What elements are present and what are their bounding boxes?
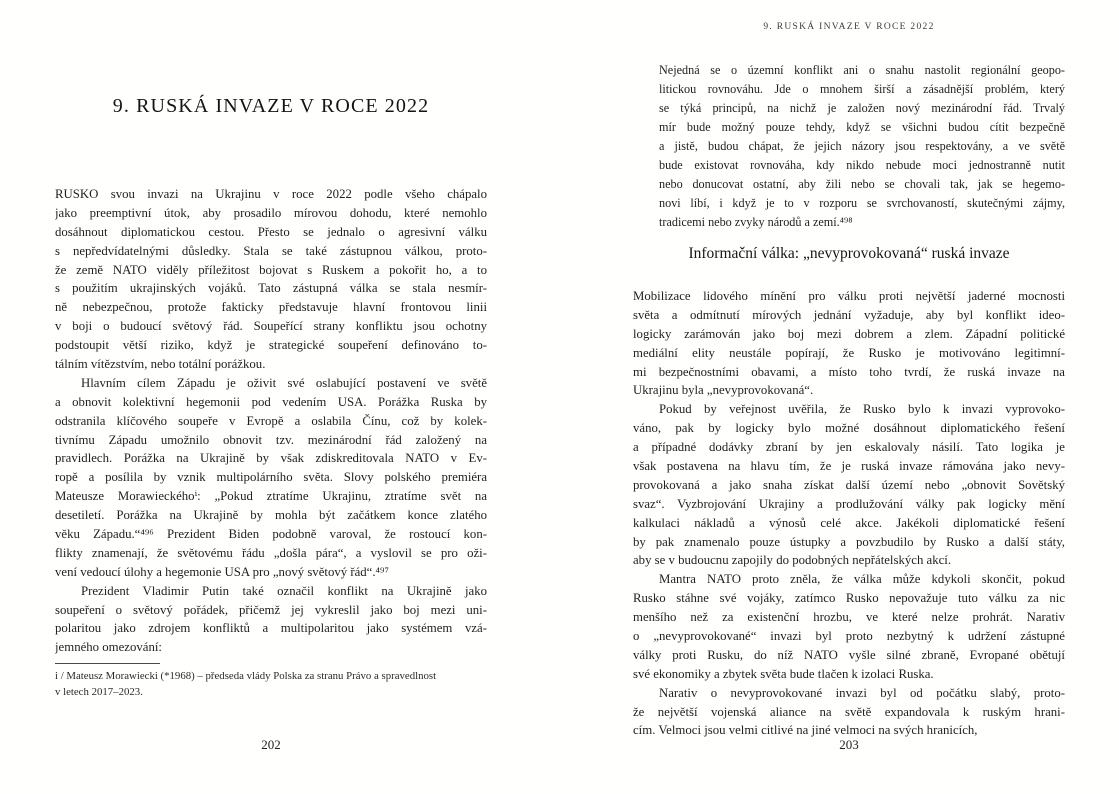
text-line: litickou rovnováhu. Jde o mnohem širší a zásadnější problém, který [659, 82, 1065, 96]
paragraph [55, 185, 487, 374]
text-line: jemného omezování: [55, 640, 162, 655]
footnote-line: i / Mateusz Morawiecki (*1968) – předseda vlády Polska za stranu Právo a spravedlnost [55, 670, 437, 682]
text-line: a obnovit kolektivní hegemonii pod vedením USA. Porážka Ruska by [55, 394, 487, 409]
paragraph [633, 570, 1065, 683]
text-line: logicky zarámován jako boj mezi dobrem a zlem. Západní politické [633, 326, 1065, 341]
text-line: pravidlech. Porážka na Ukrajině by však zdiskreditovala NATO v Ev- [55, 451, 487, 466]
text-line: Mantra NATO proto zněla, že válka může kdykoli skončit, pokud [659, 572, 1065, 587]
text-line: své ekonomiky a zbytek světa bude tlačen k izolaci Ruska. [633, 666, 934, 681]
text-line: nebo donucovat ostatní, aby žili nebo se chovali tak, jak se hegemo- [659, 177, 1065, 191]
left-page [55, 0, 487, 794]
text-line: v boji o budoucí světový řád. Soupeřící strany konfliktu jsou ochotny [55, 319, 487, 334]
text-line: však postavena na hlavu tím, že je ruská invaze rámována jako nevy- [633, 459, 1065, 474]
text-line: RUSKO svou invazi na Ukrajinu v roce 2022 podle všeho chápalo [55, 187, 487, 201]
text-line: ropě a posílila by vznik multipolárního světa. Slovy polského premiéra [55, 470, 487, 485]
text-line: aby se v budoucnu zapojily do podobných nepřátelských akcí. [633, 553, 952, 568]
text-line: flikty znamenají, že světovému řádu „došla pára“, a vyslovil se pro oži- [55, 545, 487, 560]
text-line: Rusko stáhne své vojáky, zatímco Rusko nepovažuje tuto válku za nic [633, 591, 1065, 606]
footnote-text [55, 669, 487, 700]
text-line: Prezident Vladimir Putin také označil konflikt na Ukrajině jako [81, 583, 487, 598]
text-line: tradicemi nebo zvyky národů a zemí.⁴⁹⁸ [659, 215, 853, 229]
text-line: vení vedoucí úlohy a hegemonie USA pro „nový světový řád“.⁴⁹⁷ [55, 564, 389, 579]
text-line: by pak znamenalo pouze ústupky a povzbudilo by Rusko a další státy, [633, 534, 1065, 549]
text-line: mediální elity neustále popírají, že Rusko je motivováno legitimní- [633, 345, 1065, 360]
text-line: že země NATO viděly příležitost bojovat s Ruskem a pokořit ho, a to [55, 262, 487, 277]
text-line: tivnímu Západu umožnilo obnovit tzv. mezinárodní řád založený na [55, 432, 487, 447]
text-line: Narativ o nevyprovokované invazi byl od počátku slabý, proto- [659, 685, 1065, 700]
paragraph [55, 374, 487, 582]
paragraph [633, 400, 1065, 570]
text-line: s nepředvídatelnými důsledky. Stala se také zástupnou válkou, proto- [55, 243, 487, 258]
running-header: 9. RUSKÁ INVAZE V ROCE 2022 [763, 22, 935, 32]
text-line: bude existovat rovnováha, kdy nikdo nebude moci jednostranně nutit [659, 158, 1065, 172]
text-line: tálním vítězstvím, nebo totální porážkou. [55, 357, 266, 372]
block-quote [659, 61, 1065, 232]
paragraph [633, 684, 1065, 741]
text-line: světa a odmítnutí mírových jednání vyžaduje, aby byl konflikt ideo- [633, 307, 1065, 322]
text-line: polaritou jako zdrojem konfliktů a multipolaritou jako systémem vzá- [55, 621, 487, 636]
text-line: a jistě, budou chápat, že jejich názory jsou respektovány, a ve světě [659, 139, 1065, 153]
text-line: Mobilizace lidového mínění pro válku proti největší jaderné mocnosti [633, 289, 1065, 303]
text-line: mi bezpečnostními obavami, a místo toho tvrdí, že ruská invaze na [633, 364, 1065, 379]
text-line: se týká principů, na nichž je založen nový mezinárodní řád. Trvalý [659, 101, 1065, 115]
text-line: Hlavním cílem Západu je oživit své oslabující postavení ve světě [81, 375, 487, 390]
text-line: soupeření o světový pořádek, přičemž jej vykreslil jako boj mezi uni- [55, 602, 487, 617]
text-line: dosáhnout diplomatickou cestou. Přesto se jednalo o agresivní válku [55, 224, 487, 239]
text-line: s použitím ukrajinských vojáků. Tato zástupná válka se stala nesmír- [55, 281, 487, 296]
footnote-rule [55, 663, 160, 664]
text-line: novi líbí, i když je to v rozporu se svrchovaností, skutečnými zájmy, [659, 196, 1065, 210]
page-number-left: 202 [261, 737, 281, 752]
text-line: podstoupit větší riziko, když je strategické soupeření definováno to- [55, 338, 487, 353]
text-line: kalkulaci nákladů a výnosů celé akce. Jakékoli diplomatické řešení [633, 515, 1065, 530]
footnote [55, 663, 487, 700]
text-line: Nejedná se o územní konflikt ani o snahu nastolit regionální geopo- [659, 63, 1065, 77]
text-line: desetiletí. Porážka na Ukrajině by mohla být začátkem konce zlatého [55, 508, 487, 523]
text-line: provokovaná a jako snaha získat další území nebo „obnovit Sovětský [633, 477, 1065, 492]
footnote-line: v letech 2017–2023. [55, 685, 143, 698]
chapter-title: 9. RUSKÁ INVAZE V ROCE 2022 [112, 95, 430, 117]
text-line: Ukrajinu byla „nevyprovokovaná“. [633, 383, 814, 398]
text-line: váno, pak by logicky bylo možné dosáhnout diplomatického řešení [633, 421, 1065, 436]
text-line: cím. Velmoci jsou velmi citlivé na jiné velmoci na svých hranicích, [633, 723, 978, 738]
text-line: že největší vojenská aliance na světě expandovala k ruským hrani- [633, 704, 1065, 719]
right-page [633, 0, 1065, 794]
text-line: Pokud by veřejnost uvěřila, že Rusko bylo k invazi vyprovoko- [659, 402, 1065, 417]
text-line: a případné dodávky zbraní by jen eskalovaly násilí. Tato logika je [633, 440, 1065, 455]
page-number-right: 203 [839, 737, 859, 752]
text-line: o „nevyprovokované“ invazi byl proto nezbytný k udržení zástupné [633, 629, 1065, 644]
text-line: menšího než za existenční hrozbu, ve které nelze prohrát. Narativ [633, 610, 1065, 625]
text-line: Mateusze Morawieckéhoⁱ: „Pokud ztratíme Ukrajinu, ztratíme svět na [55, 489, 487, 504]
text-line: ně nebezpečnou, protože fakticky představuje hlavní frontovou linii [55, 300, 487, 315]
paragraph [633, 287, 1065, 400]
text-line: jako preemptivní útok, aby prosadilo mírovou dohodu, které nemohlo [55, 205, 487, 220]
paragraph [55, 582, 487, 658]
text-line: věku Západu.“⁴⁹⁶ Prezident Biden podobně varoval, že rostoucí kon- [55, 527, 487, 542]
text-line: mír bude možný pouze tehdy, když se všichni budou cítit bezpečně [659, 120, 1065, 134]
section-heading: Informační válka: „nevyprovokovaná“ ruská invaze [688, 245, 1010, 262]
text-line: svaz“. Vyzbrojování Ukrajiny a prodlužování války pak logicky mění [633, 496, 1065, 511]
left-page-body [55, 185, 487, 657]
paragraph [659, 61, 1065, 232]
right-page-body [633, 287, 1065, 740]
text-line: odstranila klíčového soupeře v Evropě a oslabila Čínu, což by kolek- [55, 413, 487, 428]
text-line: války proti Rusku, do níž NATO vyšle silné zbraně, Evropané obětují [633, 647, 1065, 662]
